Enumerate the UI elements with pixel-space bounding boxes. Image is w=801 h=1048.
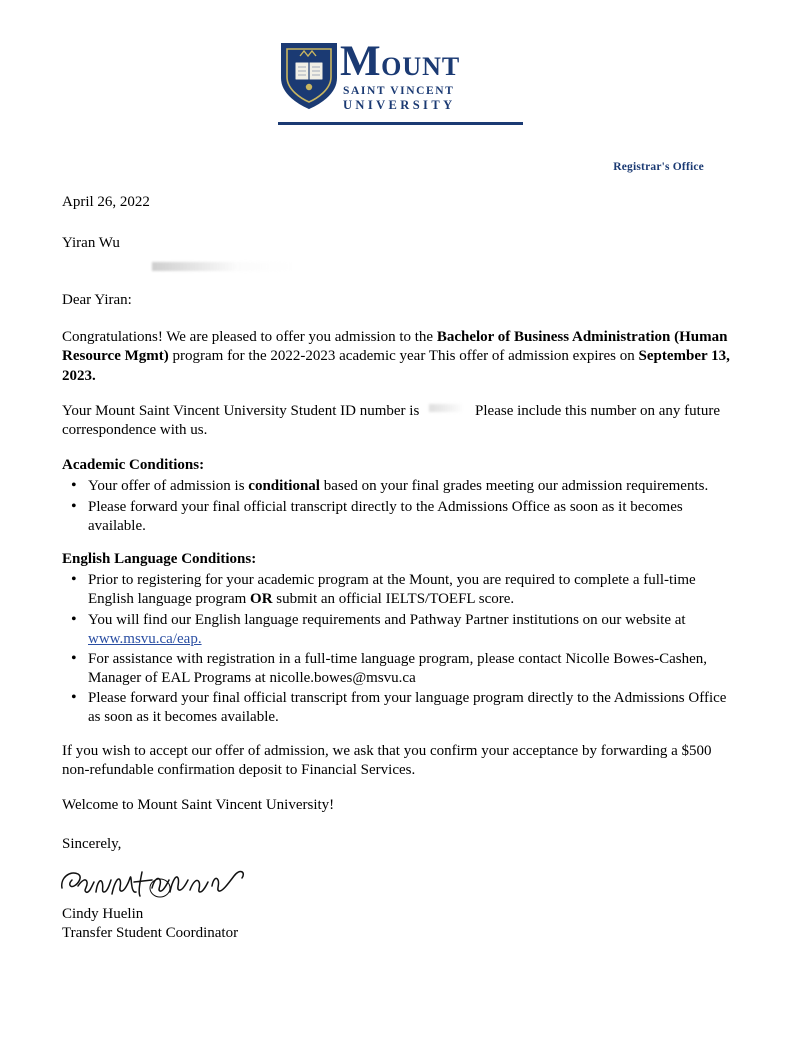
bullet-text-bold: conditional bbox=[248, 478, 320, 495]
paragraph-deposit: If you wish to accept our offer of admission, we ask that you confirm your acceptance by forwarding a $500 non-refundable confirmation deposit to Financial Services. bbox=[62, 742, 712, 778]
registrar-office-label: Registrar's Office bbox=[613, 161, 704, 173]
bullet-text-b: submit an official IELTS/TOEFL score. bbox=[272, 591, 515, 608]
bullet-text-a: You will find our English language requirements and Pathway Partner institutions on our website at bbox=[88, 611, 686, 628]
letterhead bbox=[0, 40, 801, 125]
paragraph-welcome: Welcome to Mount Saint Vincent University! bbox=[62, 797, 335, 814]
english-conditions-heading: English Language Conditions: bbox=[62, 550, 257, 567]
wordmark-m: M bbox=[340, 38, 382, 85]
signer-title: Transfer Student Coordinator bbox=[62, 924, 239, 941]
offer-program: Bachelor of Business Administration (Human Resource Mgmt) bbox=[62, 329, 728, 365]
academic-conditions-list bbox=[62, 477, 736, 536]
eap-website-link[interactable]: www.msvu.ca/eap. bbox=[88, 630, 202, 647]
paragraph-offer bbox=[62, 328, 736, 386]
english-conditions-list bbox=[62, 571, 736, 728]
salutation: Dear Yiran: bbox=[62, 292, 132, 309]
list-item bbox=[88, 689, 736, 727]
academic-conditions-heading: Academic Conditions: bbox=[62, 457, 205, 474]
bullet-text-a: Your offer of admission is bbox=[88, 478, 249, 495]
offer-text-b: program for the 2022-2023 academic year This offer of admission expires on bbox=[168, 348, 639, 365]
redaction-smudge bbox=[429, 404, 463, 412]
wordmark-ount: OUNT bbox=[381, 52, 461, 81]
university-wordmark bbox=[340, 40, 523, 110]
letter-date: April 26, 2022 bbox=[62, 193, 150, 210]
handwritten-signature-icon bbox=[56, 862, 256, 904]
bullet-text-a: Please forward your final official transcript directly to the Admissions Office as soon as it becomes available. bbox=[88, 498, 683, 534]
bullet-text-a: For assistance with registration in a full-time language program, please contact Nicolle Bowes-Cashen, Manager of EAL Programs at nicolle.bowes@msvu.ca bbox=[88, 650, 707, 687]
university-logo bbox=[278, 40, 523, 125]
paragraph-student-id bbox=[62, 402, 736, 440]
wordmark-saint-vincent: SAINT VINCENT bbox=[343, 85, 455, 97]
letter-body bbox=[62, 160, 736, 943]
bullet-text-a: Prior to registering for your academic program at the Mount, you are required to complete a full-time English language program bbox=[88, 572, 696, 608]
redaction-smudge bbox=[152, 262, 292, 271]
closing: Sincerely, bbox=[62, 836, 122, 853]
signer-name: Cindy Huelin bbox=[62, 905, 144, 922]
student-id-text-b: Please include this number on any future correspondence with us. bbox=[62, 402, 720, 439]
list-item bbox=[88, 571, 736, 609]
list-item bbox=[88, 498, 736, 536]
list-item bbox=[88, 650, 736, 688]
bullet-text-b: based on your final grades meeting our admission requirements. bbox=[319, 478, 709, 495]
recipient-name: Yiran Wu bbox=[62, 234, 120, 251]
offer-text-a: Congratulations! We are pleased to offer you admission to the bbox=[62, 329, 437, 346]
student-id-text-a: Your Mount Saint Vincent University Student ID number is bbox=[62, 402, 424, 419]
offer-expiry: September 13, 2023. bbox=[62, 348, 730, 384]
wordmark-mount bbox=[340, 40, 523, 83]
signature-block bbox=[62, 862, 736, 943]
wordmark-university: UNIVERSITY bbox=[343, 98, 456, 112]
list-item bbox=[88, 611, 736, 649]
university-crest-icon bbox=[278, 42, 340, 110]
bullet-text-a: Please forward your final official transcript from your language program directly to the Admissions Office as soon as it becomes available. bbox=[88, 690, 727, 726]
list-item bbox=[88, 477, 736, 496]
bullet-text-bold: OR bbox=[250, 591, 273, 608]
recipient-address-redacted bbox=[62, 255, 736, 281]
